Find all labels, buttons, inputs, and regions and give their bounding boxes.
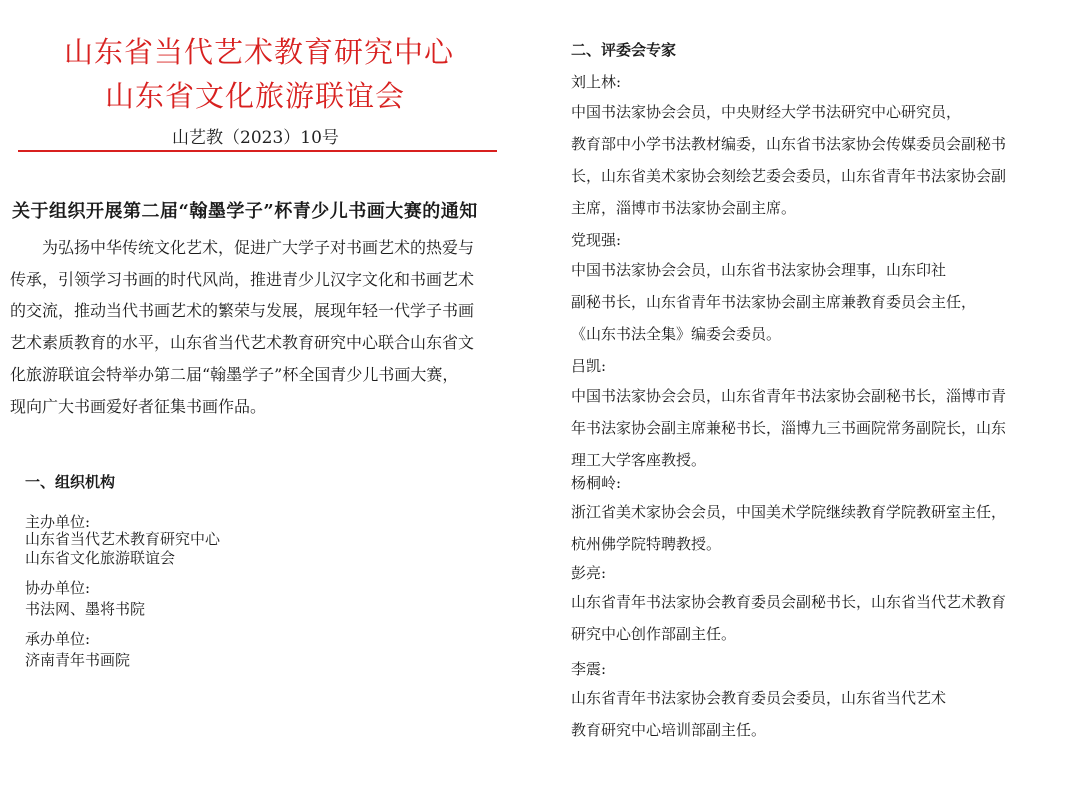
document-number: 山艺教（2023）10号 <box>172 128 339 148</box>
expert-name: 李震: <box>571 660 607 678</box>
intro-line: 传承，引领学习书画的时代风尚，推进青少儿汉字文化和书画艺术 <box>10 269 475 289</box>
section-heading-organization: 一、组织机构 <box>25 473 116 491</box>
expert-description <box>571 682 946 746</box>
intro-line: 艺术素质教育的水平，山东省当代艺术教育研究中心联合山东省文 <box>10 333 475 353</box>
host-value: 山东省当代艺术教育研究中心 <box>25 530 221 548</box>
expert-line: 副秘书长，山东省青年书法家协会副主席兼教育委员会主任， <box>571 293 977 311</box>
expert-description <box>571 96 1006 224</box>
expert-line: 山东省青年书法家协会教育委员会委员，山东省当代艺术 <box>571 689 947 707</box>
host-label: 主办单位: <box>25 513 91 531</box>
co-organizer-value: 书法网、墨将书院 <box>25 600 146 618</box>
expert-line: 中国书法家协会会员，中央财经大学书法研究中心研究员， <box>571 103 962 121</box>
expert-line: 浙江省美术家协会会员，中国美术学院继续教育学院教研室主任， <box>571 503 1007 521</box>
undertaker-label: 承办单位: <box>25 630 91 648</box>
expert-name: 党现强: <box>571 231 622 249</box>
expert-line: 教育研究中心培训部副主任。 <box>571 721 767 739</box>
expert-line: 长，山东省美术家协会刻绘艺委会委员，山东省青年书法家协会副 <box>571 167 1007 185</box>
intro-line: 的交流，推动当代书画艺术的繁荣与发展，展现年轻一代学子书画 <box>10 301 475 321</box>
expert-name: 杨桐岭: <box>571 474 622 492</box>
expert-line: 理工大学客座教授。 <box>571 451 707 469</box>
co-organizer-label: 协办单位: <box>25 579 91 597</box>
expert-line: 杭州佛学院特聘教授。 <box>571 535 722 553</box>
host-value: 山东省文化旅游联谊会 <box>25 549 176 567</box>
expert-line: 主席，淄博市书法家协会副主席。 <box>571 199 797 217</box>
expert-name: 刘上林: <box>571 73 622 91</box>
expert-description <box>571 586 1006 650</box>
intro-line: 现向广大书画爱好者征集书画作品。 <box>10 396 267 416</box>
expert-description <box>571 380 1006 476</box>
org-name-line-1: 山东省当代艺术教育研究中心 <box>64 35 455 69</box>
expert-name: 彭亮: <box>571 564 607 582</box>
expert-line: 《山东书法全集》编委会委员。 <box>571 325 782 343</box>
expert-name: 吕凯: <box>571 357 607 375</box>
expert-line: 年书法家协会副主席兼秘书长，淄博九三书画院常务副院长，山东 <box>571 419 1007 437</box>
expert-line: 教育部中小学书法教材编委，山东省书法家协会传媒委员会副秘书 <box>571 135 1007 153</box>
expert-line: 中国书法家协会会员，山东省书法家协会理事，山东印社 <box>571 261 947 279</box>
expert-description <box>571 254 976 350</box>
intro-line: 为弘扬中华传统文化艺术，促进广大学子对书画艺术的热爱与 <box>42 238 475 257</box>
intro-line: 化旅游联谊会特举办第二届“翰墨学子”杯全国青少儿书画大赛， <box>10 364 459 384</box>
section-heading-committee: 二、评委会专家 <box>571 41 677 59</box>
expert-line: 山东省青年书法家协会教育委员会副秘书长，山东省当代艺术教育 <box>571 593 1007 611</box>
expert-description <box>571 496 1006 560</box>
expert-line: 研究中心创作部副主任。 <box>571 625 737 643</box>
red-divider-line <box>18 150 497 152</box>
expert-line: 中国书法家协会会员，山东省青年书法家协会副秘书长，淄博市青 <box>571 387 1007 405</box>
org-name-line-2: 山东省文化旅游联谊会 <box>105 79 406 113</box>
intro-paragraph <box>10 232 520 422</box>
undertaker-value: 济南青年书画院 <box>25 651 131 669</box>
notice-title: 关于组织开展第二届“翰墨学子”杯青少儿书画大赛的通知 <box>12 201 478 222</box>
